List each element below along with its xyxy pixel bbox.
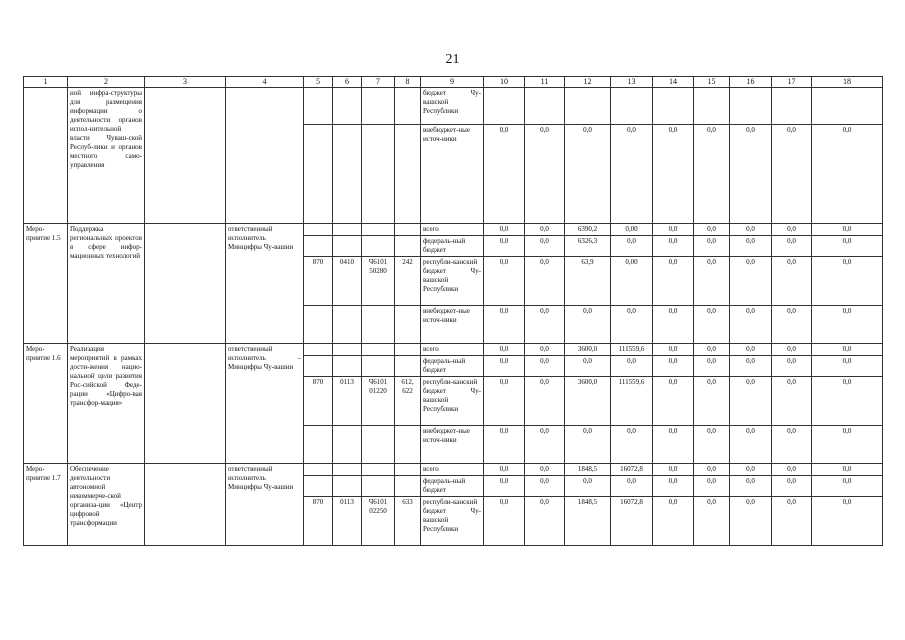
value-cell: 16072,8 — [611, 464, 653, 476]
value-cell: 0,0 — [525, 257, 565, 306]
value-cell: 0,0 — [525, 464, 565, 476]
value-cell: 0,0 — [484, 464, 525, 476]
value-cell: 0,0 — [484, 125, 525, 224]
code-cell — [395, 306, 421, 344]
value-cell: 0,0 — [730, 236, 772, 257]
value-cell: 0,0 — [812, 476, 883, 497]
value-cell: 63,9 — [565, 257, 611, 306]
value-cell: 0,0 — [812, 125, 883, 224]
value-cell: 0,0 — [484, 224, 525, 236]
value-cell: 0,0 — [812, 377, 883, 426]
code-cell — [304, 464, 333, 476]
table-row — [24, 88, 883, 125]
column-number: 3 — [145, 77, 226, 88]
value-cell: 0,0 — [611, 125, 653, 224]
column-number: 10 — [484, 77, 525, 88]
code-cell — [333, 476, 362, 497]
column-number: 7 — [362, 77, 395, 88]
table-row — [24, 224, 883, 236]
value-cell: 0,0 — [694, 236, 730, 257]
value-cell: 0,0 — [565, 125, 611, 224]
value-cell: 0,0 — [694, 356, 730, 377]
value-cell: 0,0 — [812, 236, 883, 257]
funding-source: республи-канский бюджет Чу-вашской Республики — [421, 497, 484, 546]
code-cell — [395, 356, 421, 377]
value-cell: 0,0 — [730, 476, 772, 497]
column-number: 12 — [565, 77, 611, 88]
code-cell — [362, 464, 395, 476]
executor-cell: ответственный исполнитель – Минцифры Чу-вашии — [226, 344, 304, 464]
code-cell: 633 — [395, 497, 421, 546]
value-cell: 0,0 — [772, 356, 812, 377]
value-cell: 0,0 — [694, 306, 730, 344]
value-cell: 0,0 — [772, 476, 812, 497]
value-cell: 0,0 — [484, 306, 525, 344]
value-cell: 0,0 — [611, 306, 653, 344]
value-cell: 0,0 — [730, 356, 772, 377]
code-cell — [362, 236, 395, 257]
funding-source: бюджет Чу-вашской Республики — [421, 88, 484, 125]
code-cell — [333, 344, 362, 356]
executor-cell — [226, 88, 304, 224]
executor-cell: ответственный исполнитель Минцифры Чу-вашии — [226, 464, 304, 546]
code-cell — [362, 476, 395, 497]
code-cell — [362, 344, 395, 356]
measure-id-cell — [24, 88, 68, 224]
value-cell: 6326,3 — [565, 236, 611, 257]
code-cell — [333, 88, 362, 125]
code-cell — [304, 426, 333, 464]
value-cell: 0,0 — [565, 356, 611, 377]
value-cell — [653, 88, 694, 125]
measure-id-cell: Меро-приятие 1.6 — [24, 344, 68, 464]
value-cell: 1848,5 — [565, 464, 611, 476]
code-cell — [362, 356, 395, 377]
code-cell — [304, 224, 333, 236]
code-cell — [362, 426, 395, 464]
header-row — [24, 77, 883, 88]
table-body — [24, 88, 883, 546]
code-cell — [304, 236, 333, 257]
code-cell: 0113 — [333, 497, 362, 546]
value-cell — [525, 88, 565, 125]
value-cell: 0,0 — [525, 426, 565, 464]
measure-name-cell: Обеспечение деятельности автономной некоммерче-ской организа-ции «Центр цифровой трансформации — [68, 464, 145, 546]
code-cell — [333, 306, 362, 344]
value-cell: 0,0 — [525, 356, 565, 377]
value-cell: 0,0 — [525, 476, 565, 497]
empty-cell — [145, 224, 226, 344]
value-cell: 0,0 — [694, 377, 730, 426]
code-cell: Ч6101 50280 — [362, 257, 395, 306]
executor-cell: ответственный исполнитель Минцифры Чу-вашии — [226, 224, 304, 344]
value-cell: 0,0 — [653, 236, 694, 257]
value-cell: 0,0 — [565, 476, 611, 497]
value-cell: 0,0 — [484, 356, 525, 377]
column-number: 6 — [333, 77, 362, 88]
value-cell: 0,0 — [730, 344, 772, 356]
code-cell — [333, 356, 362, 377]
code-cell — [395, 464, 421, 476]
value-cell: 0,0 — [812, 426, 883, 464]
empty-cell — [145, 344, 226, 464]
value-cell: 0,0 — [525, 125, 565, 224]
value-cell: 0,0 — [694, 125, 730, 224]
value-cell: 0,0 — [653, 306, 694, 344]
value-cell: 0,0 — [694, 257, 730, 306]
value-cell: 0,0 — [653, 344, 694, 356]
column-number: 1 — [24, 77, 68, 88]
value-cell: 0,0 — [484, 236, 525, 257]
value-cell: 0,0 — [772, 224, 812, 236]
code-cell — [395, 125, 421, 224]
page-number: 21 — [445, 52, 460, 67]
column-number: 11 — [525, 77, 565, 88]
value-cell: 0,0 — [772, 426, 812, 464]
code-cell — [362, 306, 395, 344]
value-cell: 0,0 — [525, 344, 565, 356]
code-cell: 612, 622 — [395, 377, 421, 426]
column-number: 4 — [226, 77, 304, 88]
code-cell — [304, 344, 333, 356]
value-cell — [484, 88, 525, 125]
funding-source: всего — [421, 224, 484, 236]
value-cell: 0,0 — [812, 224, 883, 236]
column-number: 5 — [304, 77, 333, 88]
value-cell: 0,0 — [653, 426, 694, 464]
column-number: 13 — [611, 77, 653, 88]
measure-name-cell: ной инфра-структуры для размещения информации о деятельности органов испол-нительной власти Чуваш-ской Респуб-лики и органов местного само-управления — [68, 88, 145, 224]
value-cell: 0,00 — [611, 257, 653, 306]
value-cell: 0,0 — [730, 125, 772, 224]
funding-source: внебюджет-ные источ-ники — [421, 426, 484, 464]
value-cell: 0,0 — [484, 344, 525, 356]
code-cell — [395, 224, 421, 236]
value-cell: 0,0 — [730, 426, 772, 464]
value-cell: 0,0 — [812, 257, 883, 306]
value-cell: 0,0 — [694, 344, 730, 356]
funding-source: федераль-ный бюджет — [421, 236, 484, 257]
code-cell — [362, 224, 395, 236]
code-cell — [304, 476, 333, 497]
value-cell: 0,0 — [730, 306, 772, 344]
value-cell: 0,0 — [653, 224, 694, 236]
value-cell: 0,0 — [730, 497, 772, 546]
value-cell: 0,0 — [730, 464, 772, 476]
code-cell — [304, 306, 333, 344]
value-cell: 0,0 — [812, 344, 883, 356]
value-cell: 0,0 — [730, 257, 772, 306]
value-cell: 0,0 — [772, 344, 812, 356]
measure-id-cell: Меро-приятие 1.5 — [24, 224, 68, 344]
table-row — [24, 464, 883, 476]
code-cell — [304, 125, 333, 224]
value-cell: 0,0 — [484, 497, 525, 546]
value-cell: 3600,0 — [565, 377, 611, 426]
value-cell: 0,0 — [565, 306, 611, 344]
value-cell: 0,0 — [694, 224, 730, 236]
value-cell: 0,0 — [653, 377, 694, 426]
value-cell: 0,0 — [694, 476, 730, 497]
code-cell: Ч6101 02250 — [362, 497, 395, 546]
funding-source: федераль-ный бюджет — [421, 476, 484, 497]
value-cell: 0,00 — [611, 224, 653, 236]
value-cell: 0,0 — [484, 377, 525, 426]
code-cell: 0410 — [333, 257, 362, 306]
measure-name-cell: Реализация мероприятий в рамках дости-жения нацио-нальной цели развития Рос-сийской Феде-рации «Цифро-вая трансфор-мация» — [68, 344, 145, 464]
value-cell: 6390,2 — [565, 224, 611, 236]
code-cell — [362, 88, 395, 125]
funding-source: федераль-ный бюджет — [421, 356, 484, 377]
value-cell: 0,0 — [484, 426, 525, 464]
value-cell: 0,0 — [812, 306, 883, 344]
code-cell — [395, 344, 421, 356]
value-cell: 0,0 — [611, 426, 653, 464]
value-cell: 0,0 — [812, 497, 883, 546]
value-cell: 0,0 — [653, 476, 694, 497]
value-cell: 0,0 — [772, 464, 812, 476]
value-cell: 0,0 — [694, 497, 730, 546]
code-cell — [333, 236, 362, 257]
code-cell — [333, 426, 362, 464]
code-cell: 242 — [395, 257, 421, 306]
value-cell: 0,0 — [653, 257, 694, 306]
code-cell — [395, 236, 421, 257]
code-cell — [395, 476, 421, 497]
empty-cell — [145, 88, 226, 224]
value-cell: 0,0 — [525, 306, 565, 344]
column-number: 8 — [395, 77, 421, 88]
budget-table — [23, 76, 883, 546]
value-cell: 0,0 — [772, 257, 812, 306]
funding-source: республи-канский бюджет Чу-вашской Республики — [421, 257, 484, 306]
value-cell: 0,0 — [653, 497, 694, 546]
value-cell: 0,0 — [565, 426, 611, 464]
column-number: 14 — [653, 77, 694, 88]
funding-source: всего — [421, 464, 484, 476]
value-cell — [772, 88, 812, 125]
code-cell: 870 — [304, 257, 333, 306]
value-cell: 0,0 — [611, 236, 653, 257]
value-cell: 16072,8 — [611, 497, 653, 546]
column-number: 15 — [694, 77, 730, 88]
code-cell: 870 — [304, 377, 333, 426]
value-cell: 0,0 — [772, 497, 812, 546]
value-cell: 111559,6 — [611, 377, 653, 426]
value-cell: 0,0 — [525, 224, 565, 236]
value-cell: 0,0 — [611, 476, 653, 497]
value-cell: 0,0 — [772, 125, 812, 224]
code-cell — [304, 88, 333, 125]
code-cell — [333, 125, 362, 224]
value-cell: 0,0 — [484, 476, 525, 497]
value-cell: 3600,0 — [565, 344, 611, 356]
value-cell: 0,0 — [730, 224, 772, 236]
value-cell: 0,0 — [653, 356, 694, 377]
code-cell — [333, 224, 362, 236]
value-cell — [730, 88, 772, 125]
column-number: 2 — [68, 77, 145, 88]
value-cell — [611, 88, 653, 125]
empty-cell — [145, 464, 226, 546]
code-cell — [395, 88, 421, 125]
table-row — [24, 344, 883, 356]
column-number: 17 — [772, 77, 812, 88]
code-cell — [304, 356, 333, 377]
funding-source: республи-канский бюджет Чу-вашской Республики — [421, 377, 484, 426]
value-cell: 0,0 — [525, 236, 565, 257]
value-cell: 0,0 — [653, 464, 694, 476]
value-cell: 0,0 — [484, 257, 525, 306]
code-cell: 0113 — [333, 377, 362, 426]
code-cell — [362, 125, 395, 224]
column-number: 9 — [421, 77, 484, 88]
value-cell: 0,0 — [525, 497, 565, 546]
measure-name-cell: Поддержка региональных проектов в сфере инфор-мационных технологий — [68, 224, 145, 344]
value-cell: 0,0 — [694, 464, 730, 476]
column-number: 18 — [812, 77, 883, 88]
value-cell: 0,0 — [772, 236, 812, 257]
value-cell — [812, 88, 883, 125]
value-cell: 0,0 — [653, 125, 694, 224]
measure-id-cell: Меро-приятие 1.7 — [24, 464, 68, 546]
code-cell: 870 — [304, 497, 333, 546]
code-cell: Ч6101 01220 — [362, 377, 395, 426]
value-cell: 1848,5 — [565, 497, 611, 546]
value-cell: 0,0 — [772, 306, 812, 344]
value-cell — [565, 88, 611, 125]
value-cell: 0,0 — [694, 426, 730, 464]
value-cell: 0,0 — [525, 377, 565, 426]
value-cell: 0,0 — [772, 377, 812, 426]
funding-source: внебюджет-ные источ-ники — [421, 306, 484, 344]
value-cell: 0,0 — [812, 356, 883, 377]
value-cell — [694, 88, 730, 125]
value-cell: 0,0 — [730, 377, 772, 426]
value-cell: 111559,6 — [611, 344, 653, 356]
code-cell — [395, 426, 421, 464]
column-number: 16 — [730, 77, 772, 88]
value-cell: 0,0 — [812, 464, 883, 476]
funding-source: внебюджет-ные источ-ники — [421, 125, 484, 224]
value-cell: 0,0 — [611, 356, 653, 377]
funding-source: всего — [421, 344, 484, 356]
code-cell — [333, 464, 362, 476]
table-header — [24, 77, 883, 88]
